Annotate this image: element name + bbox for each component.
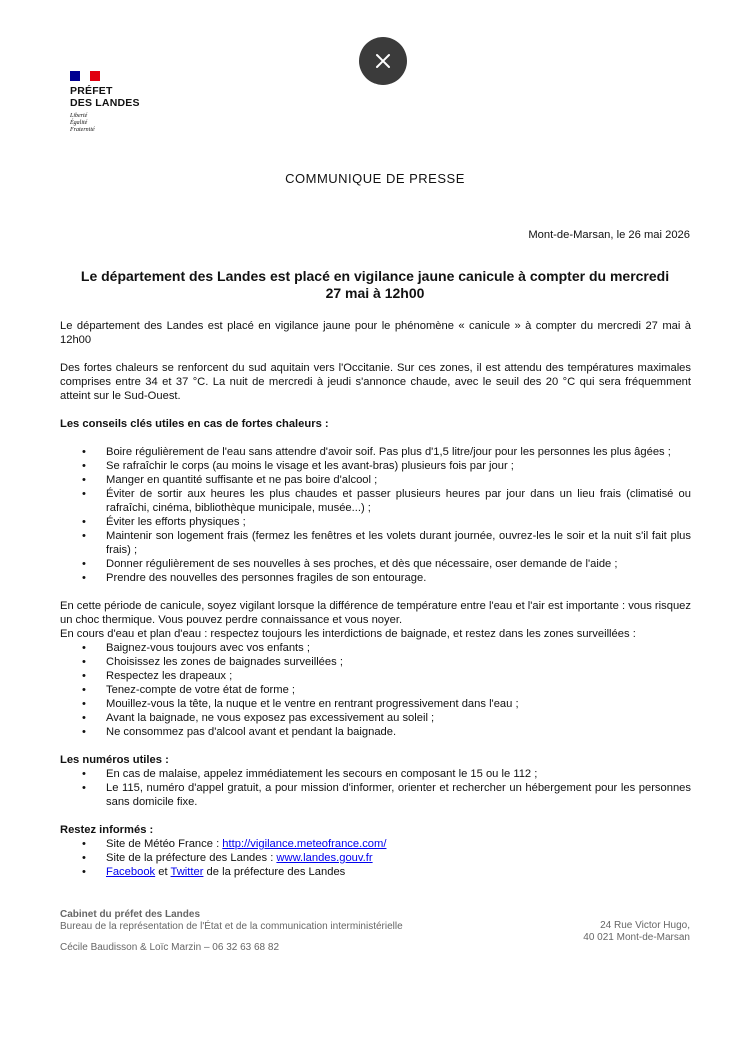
list-item: • Éviter les efforts physiques ;: [106, 515, 691, 529]
logo-name: PRÉFET DES LANDES: [70, 85, 140, 109]
list-item: • En cas de malaise, appelez immédiatement les secours en composant le 15 ou le 112 ;: [106, 767, 691, 781]
list-item: • Avant la baignade, ne vous exposez pas excessivement au soleil ;: [106, 711, 691, 725]
document-body: [60, 319, 691, 879]
swim-advice-list: [60, 641, 691, 739]
list-item: • Baignez-vous toujours avec vos enfants ;: [106, 641, 691, 655]
document-date: Mont-de-Marsan, le 26 mai 2026: [528, 229, 690, 241]
list-item: • Éviter de sortir aux heures les plus chaudes et passer plusieurs heures par jour dans un lieu frais (climatisé ou rafraîchi, cinéma, bibliothèque municipale, musée...) ;: [106, 487, 691, 515]
list-item: • Donner régulièrement de ses nouvelles à ses proches, et dès que nécessaire, oser demande de l'aide ;: [106, 557, 691, 571]
prefecture-link[interactable]: www.landes.gouv.fr: [276, 852, 373, 864]
list-item: • Maintenir son logement frais (fermez les fenêtres et les volets durant journée, ouvrez-les le soir et la nuit s'il fait plus frais) ;: [106, 529, 691, 557]
page-title: Le département des Landes est placé en vigilance jaune canicule à compter du mercredi 27 mai à 12h00: [80, 268, 670, 301]
footer-cabinet: Cabinet du préfet des Landes: [60, 909, 201, 920]
close-icon: [375, 53, 391, 69]
meteo-link[interactable]: http://vigilance.meteofrance.com/: [222, 838, 387, 850]
numbers-heading: Les numéros utiles :: [60, 754, 169, 766]
list-item: • Manger en quantité suffisante et ne pas boire d'alcool ;: [106, 473, 691, 487]
info-list: [60, 837, 691, 879]
swim-paragraph-2: En cours d'eau et plan d'eau : respectez toujours les interdictions de baignade, et restez dans les zones surveillées :: [60, 628, 636, 640]
list-item: • Prendre des nouvelles des personnes fragiles de son entourage.: [106, 571, 691, 585]
info-heading: Restez informés :: [60, 824, 154, 836]
list-item: • Ne consommez pas d'alcool avant et pendant la baignade.: [106, 725, 691, 739]
footer-phone: Cécile Baudisson & Loïc Marzin – 06 32 63 68 82: [60, 942, 280, 953]
facebook-link[interactable]: Facebook: [106, 866, 156, 878]
list-item: • Le 115, numéro d'appel gratuit, a pour mission d'informer, orienter et rechercher un hébergement pour les personnes sans domicile fixe.: [106, 781, 691, 809]
close-button[interactable]: [359, 37, 407, 85]
prefecture-logo: [70, 71, 160, 134]
list-item: • Facebook et Twitter de la préfecture des Landes: [106, 865, 691, 879]
list-item: • Tenez-compte de votre état de forme ;: [106, 683, 691, 697]
logo-motto: Liberté Égalité Fraternité: [70, 113, 95, 133]
flag-icon: [70, 71, 100, 81]
footer-contact: [60, 909, 403, 954]
advice-list: [60, 445, 691, 585]
list-item: • Se rafraîchir le corps (au moins le visage et les avant-bras) plusieurs fois par jour ;: [106, 459, 691, 473]
intro-paragraph: Le département des Landes est placé en vigilance jaune pour le phénomène « canicule » à compter du mercredi 27 mai à 12h00: [60, 320, 691, 346]
list-item: • Site de la préfecture des Landes : www.landes.gouv.fr: [106, 851, 691, 865]
footer-address: 24 Rue Victor Hugo, 40 021 Mont-de-Marsan: [583, 920, 690, 943]
footer-bureau: Bureau de la représentation de l'État et de la communication interministérielle: [60, 921, 403, 932]
twitter-link[interactable]: Twitter: [170, 866, 204, 878]
list-item: • Boire régulièrement de l'eau sans attendre d'avoir soif. Pas plus d'1,5 litre/jour pour les personnes les plus âgées ;: [106, 445, 691, 459]
list-item: • Choisissez les zones de baignades surveillées ;: [106, 655, 691, 669]
list-item: • Respectez les drapeaux ;: [106, 669, 691, 683]
numbers-list: [60, 767, 691, 809]
swim-paragraph: En cette période de canicule, soyez vigilant lorsque la différence de température entre l'eau et l'air est importante : vous risquez un choc thermique. Vous pouvez perdre connaissance et vous noyer.: [60, 600, 691, 626]
details-paragraph: Des fortes chaleurs se renforcent du sud aquitain vers l'Occitanie. Sur ces zones, il est attendu des températures maximales comprises entre 34 et 37 °C. La nuit de mercredi à jeudi s'annonce chaude, avec le seuil des 20 °C qui sera fréquemment atteint sur le Sud-Ouest.: [60, 362, 691, 402]
list-item: • Mouillez-vous la tête, la nuque et le ventre en rentrant progressivement dans l'eau ;: [106, 697, 691, 711]
list-item: • Site de Météo France : http://vigilance.meteofrance.com/: [106, 837, 691, 851]
advice-heading: Les conseils clés utiles en cas de fortes chaleurs :: [60, 418, 329, 430]
document-type: COMMUNIQUE DE PRESSE: [285, 171, 465, 186]
